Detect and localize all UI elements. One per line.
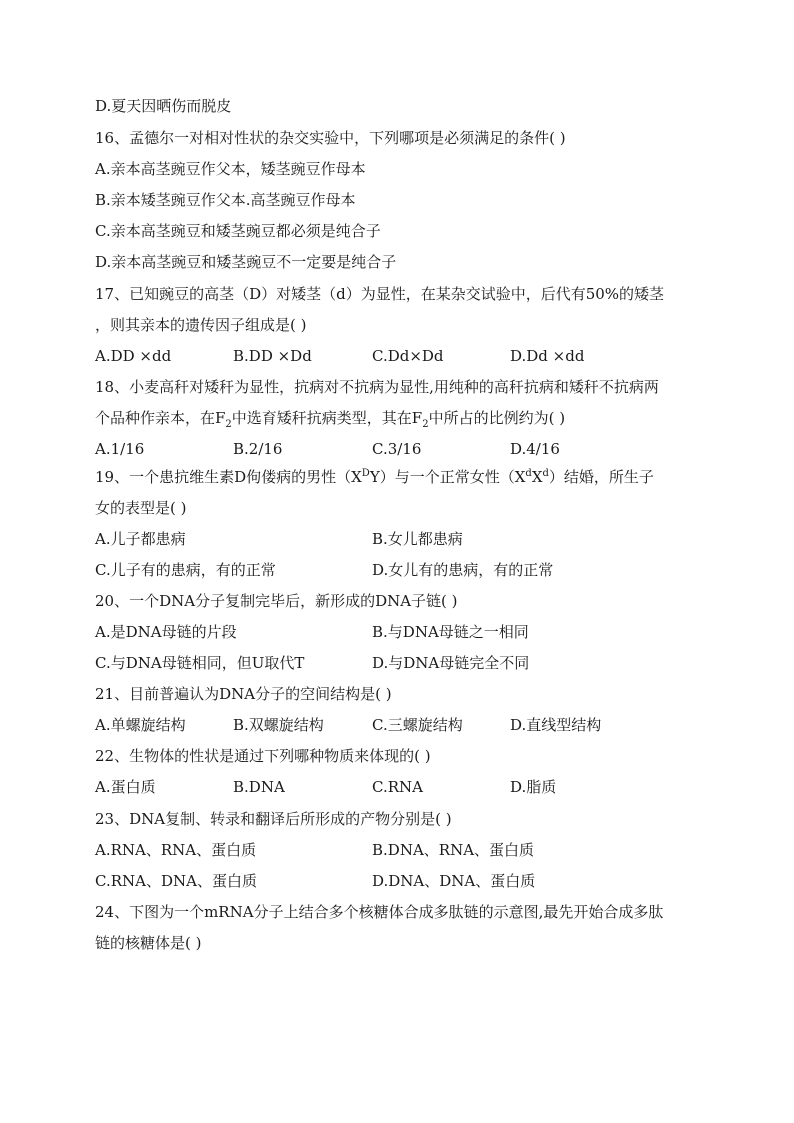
option-text: D.4/16 bbox=[510, 440, 560, 458]
option-text: D.夏天因晒伤而脱皮 bbox=[95, 97, 232, 115]
question-24-cont: 链的核糖体是( ) bbox=[95, 934, 202, 952]
option-text: A.亲本高茎豌豆作父本，矮茎豌豆作母本 bbox=[95, 160, 366, 178]
question-18-cont: 个品种作亲本，在$F_2$中选育矮秆抗病类型，其在$F_2$中所占的比例约为( ) bbox=[95, 409, 566, 430]
option-text: A.1/16 bbox=[95, 440, 145, 458]
option-text: A.是DNA母链的片段 bbox=[95, 623, 237, 641]
option-text: A.DD ×dd bbox=[95, 347, 172, 365]
option-text: A.RNA、RNA、蛋白质 bbox=[95, 841, 257, 859]
option-text: A.单螺旋结构 bbox=[95, 716, 186, 734]
option-text: C.RNA、DNA、蛋白质 bbox=[95, 872, 257, 890]
option-text: B.DD ×Dd bbox=[233, 347, 312, 365]
question-18: 18、小麦高秆对矮秆为显性，抗病对不抗病为显性,用纯种的高秆抗病和矮秆不抗病两 bbox=[95, 378, 659, 396]
option-text: D.与DNA母链完全不同 bbox=[372, 654, 530, 672]
option-text: A.蛋白质 bbox=[95, 778, 156, 796]
option-text: C.亲本高茎豌豆和矮茎豌豆都必须是纯合子 bbox=[95, 222, 381, 240]
option-text: C.RNA bbox=[372, 778, 423, 796]
question-17: 17、已知豌豆的高茎（D）对矮茎（d）为显性，在某杂交试验中，后代有50%的矮茎 bbox=[95, 285, 665, 303]
option-text: C.3/16 bbox=[372, 440, 422, 458]
option-text: B.DNA、RNA、蛋白质 bbox=[372, 841, 535, 859]
option-text: D.女儿有的患病，有的正常 bbox=[372, 561, 554, 579]
question-21: 21、目前普遍认为DNA分子的空间结构是( ) bbox=[95, 685, 392, 703]
option-text: D.亲本高茎豌豆和矮茎豌豆不一定要是纯合子 bbox=[95, 253, 397, 271]
option-text: C.三螺旋结构 bbox=[372, 716, 463, 734]
question-22: 22、生物体的性状是通过下列哪种物质来体现的( ) bbox=[95, 747, 431, 765]
question-17-cont: ，则其亲本的遗传因子组成是( ) bbox=[95, 316, 307, 334]
option-text: C.儿子有的患病，有的正常 bbox=[95, 561, 276, 579]
option-text: C.Dd×Dd bbox=[372, 347, 444, 365]
option-text: D.脂质 bbox=[510, 778, 557, 796]
option-text: B.2/16 bbox=[233, 440, 283, 458]
question-19: 19、一个患抗维生素D佝偻病的男性$(X^DY)$与一个正常女性$(X^dX^d)$结婚，所生子 bbox=[95, 468, 654, 486]
option-text: B.双螺旋结构 bbox=[233, 716, 324, 734]
option-text: B.与DNA母链之一相同 bbox=[372, 623, 529, 641]
option-text: B.亲本矮茎豌豆作父本.高茎豌豆作母本 bbox=[95, 191, 356, 209]
option-text: D.直线型结构 bbox=[510, 716, 602, 734]
question-20: 20、一个DNA分子复制完毕后，新形成的DNA子链( ) bbox=[95, 592, 458, 610]
question-16: 16、孟德尔一对相对性状的杂交实验中，下列哪项是必须满足的条件( ) bbox=[95, 129, 566, 147]
option-text: B.女儿都患病 bbox=[372, 530, 463, 548]
option-text: C.与DNA母链相同，但U取代T bbox=[95, 654, 305, 672]
option-text: D.Dd ×dd bbox=[510, 347, 585, 365]
option-text: D.DNA、DNA、蛋白质 bbox=[372, 872, 536, 890]
option-text: A.儿子都患病 bbox=[95, 530, 186, 548]
question-24: 24、下图为一个mRNA分子上结合多个核糖体合成多肽链的示意图,最先开始合成多肽 bbox=[95, 903, 664, 921]
question-19-cont: 女的表型是( ) bbox=[95, 499, 187, 517]
question-23: 23、DNA复制、转录和翻译后所形成的产物分别是( ) bbox=[95, 810, 452, 828]
option-text: B.DNA bbox=[233, 778, 285, 796]
